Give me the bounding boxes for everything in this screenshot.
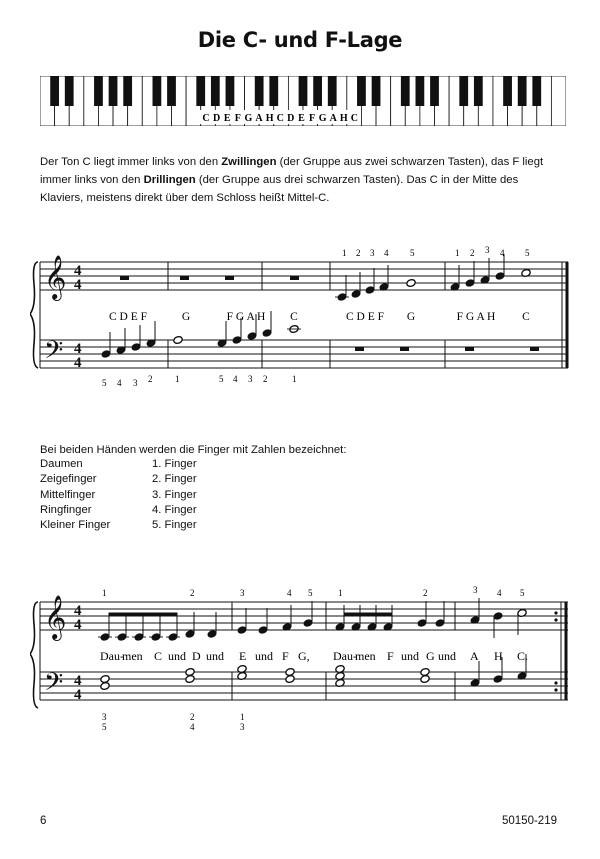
svg-text:G,: G, <box>298 649 310 663</box>
finger-row <box>40 457 197 472</box>
key-label: E <box>298 113 305 124</box>
time-sig-bottom: 4 <box>74 617 82 633</box>
svg-text:und: und <box>438 649 456 663</box>
note-open <box>285 668 295 677</box>
black-key <box>167 76 176 106</box>
note-label: C D E F <box>345 311 385 323</box>
svg-text:H: H <box>494 649 503 663</box>
svg-text:5: 5 <box>520 588 525 598</box>
svg-text:1: 1 <box>240 712 245 722</box>
black-key <box>416 76 425 106</box>
time-sig-bottom: 4 <box>74 355 82 371</box>
svg-text:5: 5 <box>410 248 415 258</box>
finger-name: Mittelfinger <box>40 488 96 501</box>
svg-text:Dau-: Dau- <box>333 649 357 663</box>
svg-text:2: 2 <box>190 588 195 598</box>
finger-number: 5. Finger <box>152 519 197 532</box>
note-label: G <box>406 311 416 323</box>
svg-text:D: D <box>192 649 201 663</box>
svg-text:4: 4 <box>117 378 122 388</box>
note-label: F G A H <box>456 311 496 323</box>
page-title: Die C- und F-Lage <box>197 28 403 52</box>
svg-text:men: men <box>355 649 376 663</box>
key-label: H <box>265 113 274 124</box>
svg-text:G: G <box>426 649 435 663</box>
catalog-code: 50150-219 <box>502 815 557 827</box>
grand-staff-1 <box>30 244 570 404</box>
key-label: H <box>339 113 348 124</box>
black-key <box>357 76 366 106</box>
note-label: C <box>290 311 298 323</box>
svg-text:5: 5 <box>308 588 313 598</box>
key-label: F <box>308 113 316 124</box>
svg-text:4: 4 <box>497 588 502 598</box>
black-key <box>459 76 468 106</box>
key-label: G <box>318 113 327 124</box>
svg-text:2: 2 <box>263 374 268 384</box>
key-label: A <box>255 113 263 124</box>
piano-keyboard <box>40 76 566 126</box>
finger-row <box>40 518 197 533</box>
svg-text:2: 2 <box>148 374 153 384</box>
key-label: D <box>287 113 295 124</box>
fingers-intro: Bei beiden Händen werden die Finger mit Zahlen bezeichnet: <box>40 444 347 456</box>
svg-text:1: 1 <box>455 248 460 258</box>
svg-text:3: 3 <box>133 378 138 388</box>
svg-text:3: 3 <box>240 722 245 732</box>
time-sig-top: 4 <box>74 341 82 357</box>
finger-row <box>40 472 197 487</box>
svg-text:3: 3 <box>102 712 107 722</box>
svg-text:3: 3 <box>248 374 253 384</box>
time-sig-top: 4 <box>74 673 82 689</box>
note-label: C <box>522 311 530 323</box>
svg-text:4: 4 <box>287 588 292 598</box>
svg-text:5: 5 <box>219 374 224 384</box>
note-open <box>185 668 195 677</box>
bass-clef: 𝄢 <box>44 337 64 370</box>
note-label: G <box>181 311 191 323</box>
svg-text:4: 4 <box>384 248 389 258</box>
svg-text:3: 3 <box>473 585 478 595</box>
finger-name: Zeigefinger <box>40 473 97 486</box>
finger-row <box>40 503 197 518</box>
svg-text:4: 4 <box>233 374 238 384</box>
black-key <box>153 76 162 106</box>
key-label: A <box>329 113 337 124</box>
svg-text:1: 1 <box>292 374 297 384</box>
svg-text:E: E <box>239 649 247 663</box>
black-key <box>328 76 337 106</box>
white-key <box>551 76 566 126</box>
intro-paragraph <box>40 153 560 207</box>
note-open <box>100 675 110 684</box>
finger-number: 1. Finger <box>152 458 197 470</box>
note-label: C D E F <box>108 311 148 323</box>
finger-number: 2. Finger <box>152 473 197 486</box>
rh-fingering <box>342 245 530 258</box>
black-key <box>518 76 527 106</box>
note-label: F G A H <box>226 311 266 323</box>
svg-text:1: 1 <box>175 374 180 384</box>
finger-name: Kleiner Finger <box>40 519 111 532</box>
black-key <box>123 76 132 106</box>
svg-text:4: 4 <box>500 248 505 258</box>
svg-text:C.: C. <box>517 649 529 663</box>
note-open <box>406 279 416 288</box>
lh-fingering <box>102 712 245 732</box>
black-key <box>226 76 235 106</box>
time-sig-bottom: 4 <box>74 277 82 293</box>
black-key <box>255 76 264 106</box>
bass-clef: 𝄢 <box>44 669 64 702</box>
finger-table <box>40 457 197 533</box>
finger-name: Ringfinger <box>40 503 92 516</box>
svg-text:5: 5 <box>102 378 107 388</box>
finger-number: 4. Finger <box>152 503 197 516</box>
beam <box>376 613 392 616</box>
black-key <box>50 76 59 106</box>
black-key <box>109 76 118 106</box>
svg-text:2: 2 <box>423 588 428 598</box>
svg-text:1: 1 <box>102 588 107 598</box>
key-label: C <box>202 113 210 124</box>
finger-number: 3. Finger <box>152 488 197 501</box>
svg-text:3: 3 <box>485 245 490 255</box>
intro-text-3: (der Gruppe aus drei schwarzen Tasten). Das C in der Mitte des Klaviers, meistens direkt über dem Schloss heißt Mittel-C. <box>40 174 519 204</box>
key-label: C <box>276 113 284 124</box>
svg-text:1: 1 <box>342 248 347 258</box>
grand-staff-2 <box>30 584 570 744</box>
black-key <box>196 76 205 106</box>
black-key <box>401 76 410 106</box>
svg-text:und: und <box>401 649 419 663</box>
svg-text:2: 2 <box>190 712 195 722</box>
svg-text:men: men <box>122 649 143 663</box>
bass-staff-lines <box>40 672 568 700</box>
svg-text:Dau-: Dau- <box>100 649 124 663</box>
svg-text:3: 3 <box>240 588 245 598</box>
beam <box>143 613 177 616</box>
key-label: G <box>244 113 253 124</box>
svg-text:4: 4 <box>190 722 195 732</box>
svg-text:A: A <box>470 649 479 663</box>
svg-text:und: und <box>206 649 224 663</box>
black-key <box>532 76 541 106</box>
black-key <box>313 76 322 106</box>
intro-bold-zwillinge: Zwillingen <box>221 156 277 168</box>
svg-text:und: und <box>168 649 186 663</box>
key-label: F <box>234 113 241 124</box>
black-key <box>430 76 439 106</box>
bass-staff-lines <box>40 340 568 368</box>
finger-name: Daumen <box>40 458 83 470</box>
intro-bold-drillinge: Drillingen <box>143 174 196 186</box>
rh-fingering <box>102 585 525 598</box>
intro-text-1: Der Ton C liegt immer links von den <box>40 156 222 168</box>
note-open <box>420 668 430 677</box>
black-key <box>65 76 74 106</box>
black-key <box>474 76 483 106</box>
svg-text:2: 2 <box>470 248 475 258</box>
svg-text:3: 3 <box>370 248 375 258</box>
black-key <box>299 76 308 106</box>
brace <box>30 602 38 708</box>
page-number: 6 <box>40 815 47 827</box>
svg-text:F: F <box>387 649 394 663</box>
intro-text-2: (der Gruppe aus zwei schwarzen Tasten), das F liegt immer links von den <box>40 156 544 186</box>
black-key <box>94 76 103 106</box>
key-label: C <box>350 113 359 124</box>
svg-text:und: und <box>255 649 273 663</box>
svg-text:C: C <box>154 649 163 663</box>
svg-text:2: 2 <box>356 248 361 258</box>
svg-text:5: 5 <box>525 248 530 258</box>
brace <box>30 262 38 368</box>
black-key <box>211 76 220 106</box>
beam <box>344 613 376 616</box>
note-open <box>173 336 183 345</box>
time-sig-top: 4 <box>74 603 82 619</box>
black-key <box>372 76 381 106</box>
black-key <box>503 76 512 106</box>
key-label: D <box>212 113 221 124</box>
lyrics <box>100 649 528 663</box>
black-key <box>269 76 278 106</box>
key-label: E <box>223 113 231 124</box>
finger-row <box>40 488 197 503</box>
svg-text:F: F <box>282 649 289 663</box>
svg-text:1: 1 <box>338 588 343 598</box>
svg-text:5: 5 <box>102 722 107 732</box>
time-sig-top: 4 <box>74 263 82 279</box>
time-sig-bottom: 4 <box>74 687 82 703</box>
treble-clef: 𝄞 <box>44 257 67 299</box>
lh-fingering <box>102 374 297 388</box>
beam <box>109 613 143 616</box>
treble-clef: 𝄞 <box>44 597 67 639</box>
